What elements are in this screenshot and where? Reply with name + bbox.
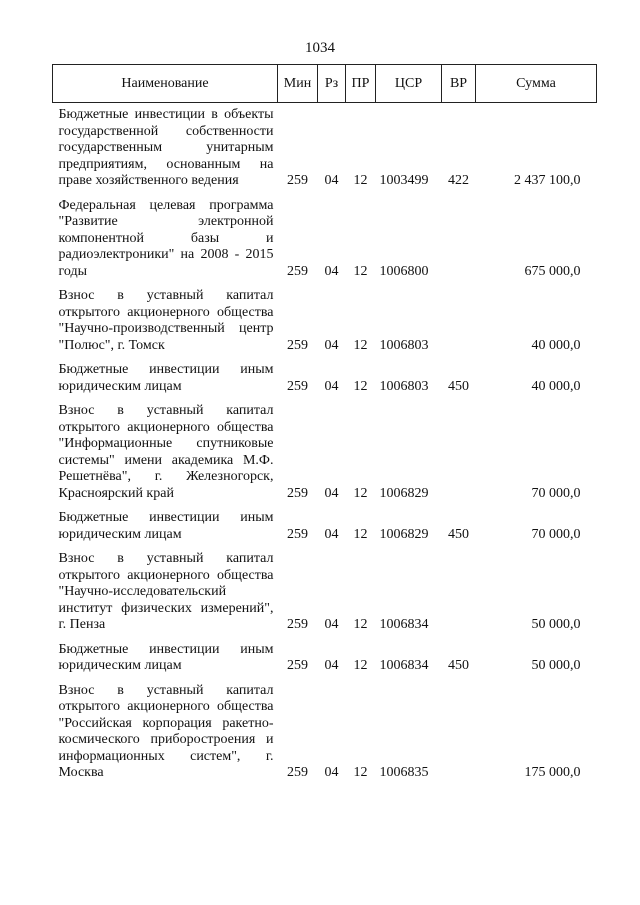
row-vr xyxy=(442,194,476,285)
row-min: 259 xyxy=(287,485,308,501)
row-pr: 12 xyxy=(353,765,368,780)
row-name: Бюджетные инвестиции иным юридическим лицам xyxy=(58,362,274,394)
row-name: Взнос в уставный капитал открытого акционерного общества "Российская корпорация ракетно-космического приборостроения и информационных систем", г. Москва xyxy=(58,682,274,780)
row-pr: 12 xyxy=(353,526,368,542)
header-min: Мин xyxy=(278,65,318,103)
row-name: Бюджетные инвестиции в объекты государственной собственности государственным унитарным предприятиям, основанным на праве хозяйственного ведения xyxy=(58,107,274,188)
row-sum: 50 000,0 xyxy=(531,617,581,632)
row-csr: 1006803 xyxy=(379,378,429,394)
row-sum: 675 000,0 xyxy=(524,263,581,279)
row-pr: 12 xyxy=(353,263,368,279)
table-header xyxy=(53,65,597,103)
table-row xyxy=(53,399,597,506)
row-min: 259 xyxy=(287,263,308,279)
row-csr: 1006803 xyxy=(379,337,429,353)
row-pr: 12 xyxy=(353,173,368,188)
row-rz: 04 xyxy=(324,617,339,632)
row-sum: 70 000,0 xyxy=(531,485,581,501)
row-sum: 40 000,0 xyxy=(531,378,581,394)
row-sum: 175 000,0 xyxy=(524,765,581,780)
table-body xyxy=(53,103,597,786)
page-number: 1034 xyxy=(305,40,335,56)
row-name: Взнос в уставный капитал открытого акционерного общества "Научно-исследовательский институт физических измерений", г. Пенза xyxy=(58,551,274,632)
row-vr xyxy=(442,547,476,638)
row-rz: 04 xyxy=(324,263,339,279)
row-pr: 12 xyxy=(353,337,368,353)
row-min: 259 xyxy=(287,658,308,673)
row-name: Взнос в уставный капитал открытого акционерного общества "Информационные спутниковые системы" имени академика М.Ф. Решетнёва", г. Железногорск, Красноярский край xyxy=(58,403,274,501)
row-pr: 12 xyxy=(353,378,368,394)
row-vr xyxy=(442,399,476,506)
row-sum: 50 000,0 xyxy=(531,658,581,673)
row-vr: 450 xyxy=(448,658,469,673)
row-csr: 1006829 xyxy=(379,526,429,542)
row-csr: 1006834 xyxy=(379,617,429,632)
row-name: Бюджетные инвестиции иным юридическим лицам xyxy=(58,510,274,542)
row-min: 259 xyxy=(287,337,308,353)
row-rz: 04 xyxy=(324,337,339,353)
row-csr: 1006835 xyxy=(379,765,429,780)
header-name: Наименование xyxy=(53,65,278,103)
row-sum: 70 000,0 xyxy=(531,526,581,542)
row-rz: 04 xyxy=(324,526,339,542)
header-csr: ЦСР xyxy=(376,65,442,103)
table-row xyxy=(53,103,597,194)
row-name: Взнос в уставный капитал открытого акционерного общества "Научно-производственный центр "Полюс", г. Томск xyxy=(58,288,274,353)
header-rz: Рз xyxy=(318,65,346,103)
row-rz: 04 xyxy=(324,173,339,188)
row-min: 259 xyxy=(287,765,308,780)
table-row xyxy=(53,506,597,547)
row-min: 259 xyxy=(287,526,308,542)
budget-table xyxy=(52,64,597,786)
row-rz: 04 xyxy=(324,765,339,780)
row-name: Бюджетные инвестиции иным юридическим лицам xyxy=(58,641,274,673)
row-csr: 1006800 xyxy=(379,263,429,279)
row-pr: 12 xyxy=(353,617,368,632)
row-vr xyxy=(442,679,476,786)
header-vr: ВР xyxy=(442,65,476,103)
row-vr: 422 xyxy=(448,173,469,188)
row-min: 259 xyxy=(287,378,308,394)
table-row xyxy=(53,358,597,399)
header-pr: ПР xyxy=(346,65,376,103)
row-rz: 04 xyxy=(324,378,339,394)
table-row xyxy=(53,547,597,638)
table-row xyxy=(53,284,597,358)
row-csr: 1003499 xyxy=(379,173,429,188)
row-sum: 40 000,0 xyxy=(531,337,581,353)
row-csr: 1006829 xyxy=(379,485,429,501)
row-rz: 04 xyxy=(324,658,339,673)
row-pr: 12 xyxy=(353,485,368,501)
row-vr: 450 xyxy=(448,526,469,542)
row-sum: 2 437 100,0 xyxy=(514,173,581,188)
row-min: 259 xyxy=(287,617,308,632)
table-row xyxy=(53,638,597,679)
row-vr: 450 xyxy=(448,378,469,394)
table-row xyxy=(53,679,597,786)
header-sum: Сумма xyxy=(476,65,597,103)
row-vr xyxy=(442,284,476,358)
row-name: Федеральная целевая программа "Развитие электронной компонентной базы и радиоэлектроники" на 2008 - 2015 годы xyxy=(58,197,274,279)
row-min: 259 xyxy=(287,173,308,188)
row-csr: 1006834 xyxy=(379,658,429,673)
table-row xyxy=(53,194,597,285)
row-rz: 04 xyxy=(324,485,339,501)
row-pr: 12 xyxy=(353,658,368,673)
